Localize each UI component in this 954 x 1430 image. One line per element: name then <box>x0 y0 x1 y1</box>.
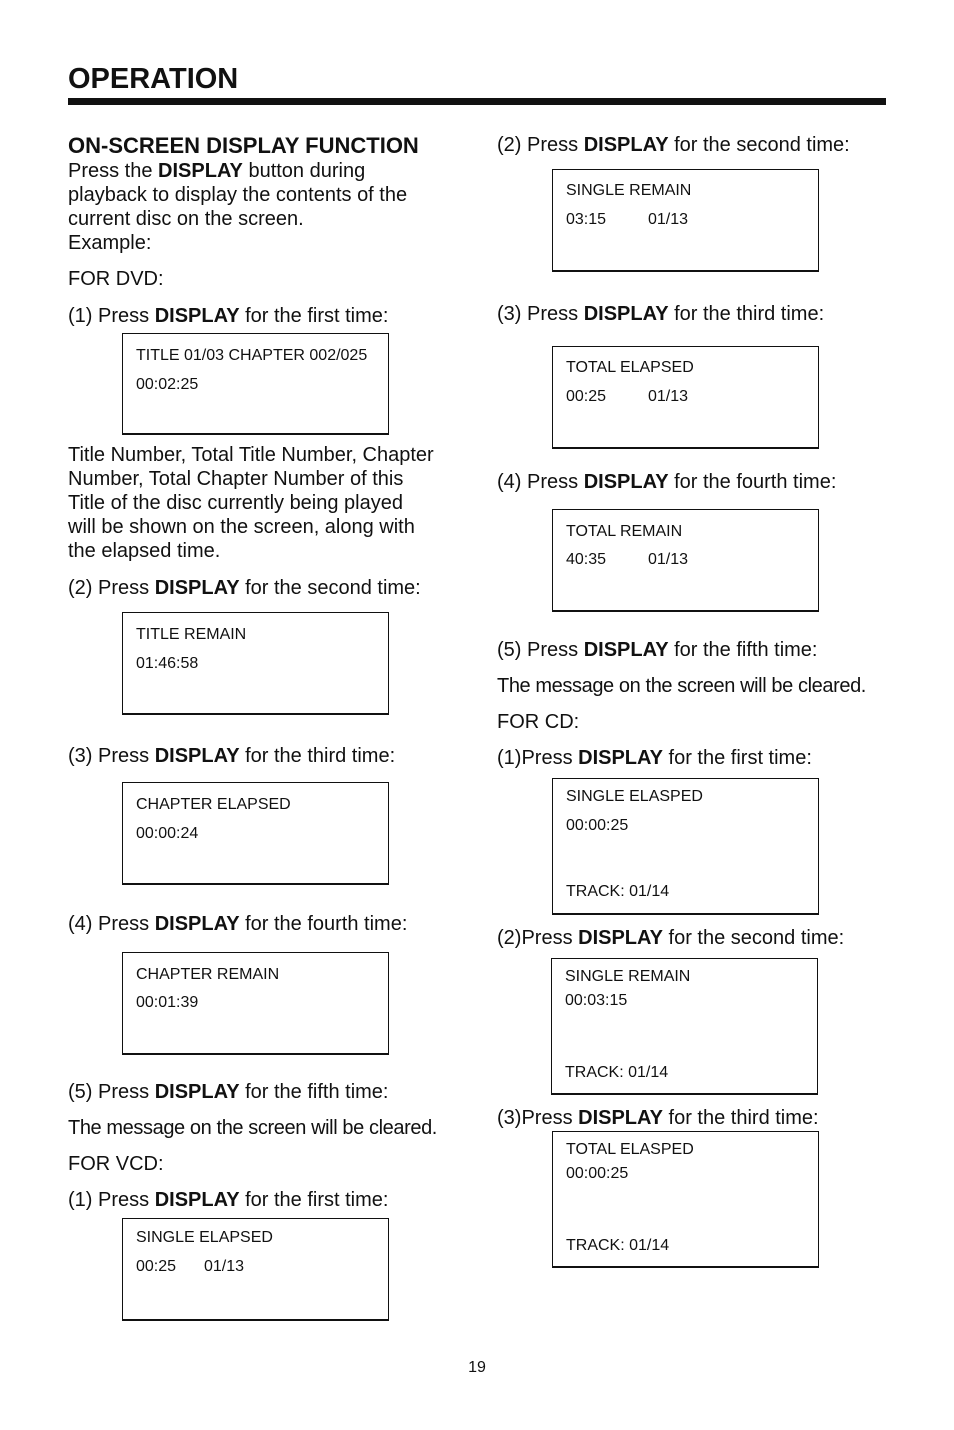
vcd-display-box-1 <box>122 1218 389 1321</box>
box-track: TRACK: 01/14 <box>566 1237 670 1254</box>
header-rule <box>68 98 886 105</box>
cd-step-3: (3)Press DISPLAY for the third time: <box>497 1107 819 1129</box>
vcd-step-3: (3) Press DISPLAY for the third time: <box>497 303 825 325</box>
intro-line-2: playback to display the contents of the <box>68 184 408 206</box>
dvd-step-1: (1) Press DISPLAY for the first time: <box>68 305 389 327</box>
box-line: SINGLE REMAIN <box>565 968 691 985</box>
box-time: 00:25 <box>136 1258 177 1275</box>
page-number: 19 <box>468 1359 486 1376</box>
box-time: 03:15 <box>566 211 607 228</box>
cd-display-box-2 <box>551 958 818 1095</box>
box-line: 01:46:58 <box>136 655 199 672</box>
box-line: 00:00:25 <box>566 1165 629 1182</box>
box-line: SINGLE ELAPSED <box>136 1229 273 1246</box>
intro-line-1: Press the DISPLAY button during <box>68 160 366 182</box>
cd-display-box-3 <box>552 1131 819 1268</box>
dvd-step-4: (4) Press DISPLAY for the fourth time: <box>68 913 408 935</box>
box-line: SINGLE REMAIN <box>566 182 692 199</box>
desc-line-1: Title Number, Total Title Number, Chapter <box>68 444 434 466</box>
for-cd-heading: FOR CD: <box>497 711 580 733</box>
box-line: TOTAL REMAIN <box>566 523 683 540</box>
section-title: ON-SCREEN DISPLAY FUNCTION <box>68 133 419 158</box>
box-line: TOTAL ELASPED <box>566 1141 694 1158</box>
box-line: TITLE 01/03 CHAPTER 002/025 <box>136 347 368 364</box>
dvd-step-3: (3) Press DISPLAY for the third time: <box>68 745 396 767</box>
box-track: 01/13 <box>648 388 689 405</box>
page-title: OPERATION <box>68 63 239 95</box>
dvd-display-box-1 <box>122 333 389 435</box>
vcd-display-box-4 <box>552 509 819 612</box>
for-dvd-heading: FOR DVD: <box>68 268 164 290</box>
box-track: 01/13 <box>648 211 689 228</box>
for-vcd-heading: FOR VCD: <box>68 1153 164 1175</box>
box-line: TITLE REMAIN <box>136 626 247 643</box>
dvd-display-box-2 <box>122 612 389 715</box>
box-line: TOTAL ELAPSED <box>566 359 694 376</box>
box-track: 01/13 <box>648 551 689 568</box>
box-line: 00:01:39 <box>136 994 199 1011</box>
box-line: 00:00:24 <box>136 825 199 842</box>
box-line: SINGLE ELASPED <box>566 788 703 805</box>
desc-line-5: the elapsed time. <box>68 540 221 562</box>
box-track: TRACK: 01/14 <box>566 883 670 900</box>
vcd-display-box-3 <box>552 346 819 449</box>
box-line: CHAPTER REMAIN <box>136 966 280 983</box>
box-line: 00:03:15 <box>565 992 628 1009</box>
cleared-note: The message on the screen will be cleared. <box>497 675 866 697</box>
dvd-display-box-4 <box>122 952 389 1055</box>
box-time: 40:35 <box>566 551 607 568</box>
desc-line-4: will be shown on the screen, along with <box>68 516 415 538</box>
vcd-step-5: (5) Press DISPLAY for the fifth time: <box>497 639 818 661</box>
desc-line-2: Number, Total Chapter Number of this <box>68 468 404 490</box>
cd-display-box-1 <box>552 778 819 915</box>
box-line: 00:02:25 <box>136 376 199 393</box>
intro-line-4: Example: <box>68 232 152 254</box>
box-time: 00:25 <box>566 388 607 405</box>
box-track: TRACK: 01/14 <box>565 1064 669 1081</box>
cd-step-1: (1)Press DISPLAY for the first time: <box>497 747 812 769</box>
cd-step-2: (2)Press DISPLAY for the second time: <box>497 927 845 949</box>
cleared-note: The message on the screen will be cleared. <box>68 1117 437 1139</box>
box-track: 01/13 <box>204 1258 245 1275</box>
vcd-step-1: (1) Press DISPLAY for the first time: <box>68 1189 389 1211</box>
intro-line-3: current disc on the screen. <box>68 208 304 230</box>
vcd-step-4: (4) Press DISPLAY for the fourth time: <box>497 471 837 493</box>
dvd-step-2: (2) Press DISPLAY for the second time: <box>68 577 421 599</box>
box-line: 00:00:25 <box>566 817 629 834</box>
box-line: CHAPTER ELAPSED <box>136 796 291 813</box>
desc-line-3: Title of the disc currently being played <box>68 492 403 514</box>
dvd-display-box-3 <box>122 782 389 885</box>
vcd-step-2: (2) Press DISPLAY for the second time: <box>497 134 850 156</box>
dvd-step-5: (5) Press DISPLAY for the fifth time: <box>68 1081 389 1103</box>
vcd-display-box-2 <box>552 169 819 272</box>
